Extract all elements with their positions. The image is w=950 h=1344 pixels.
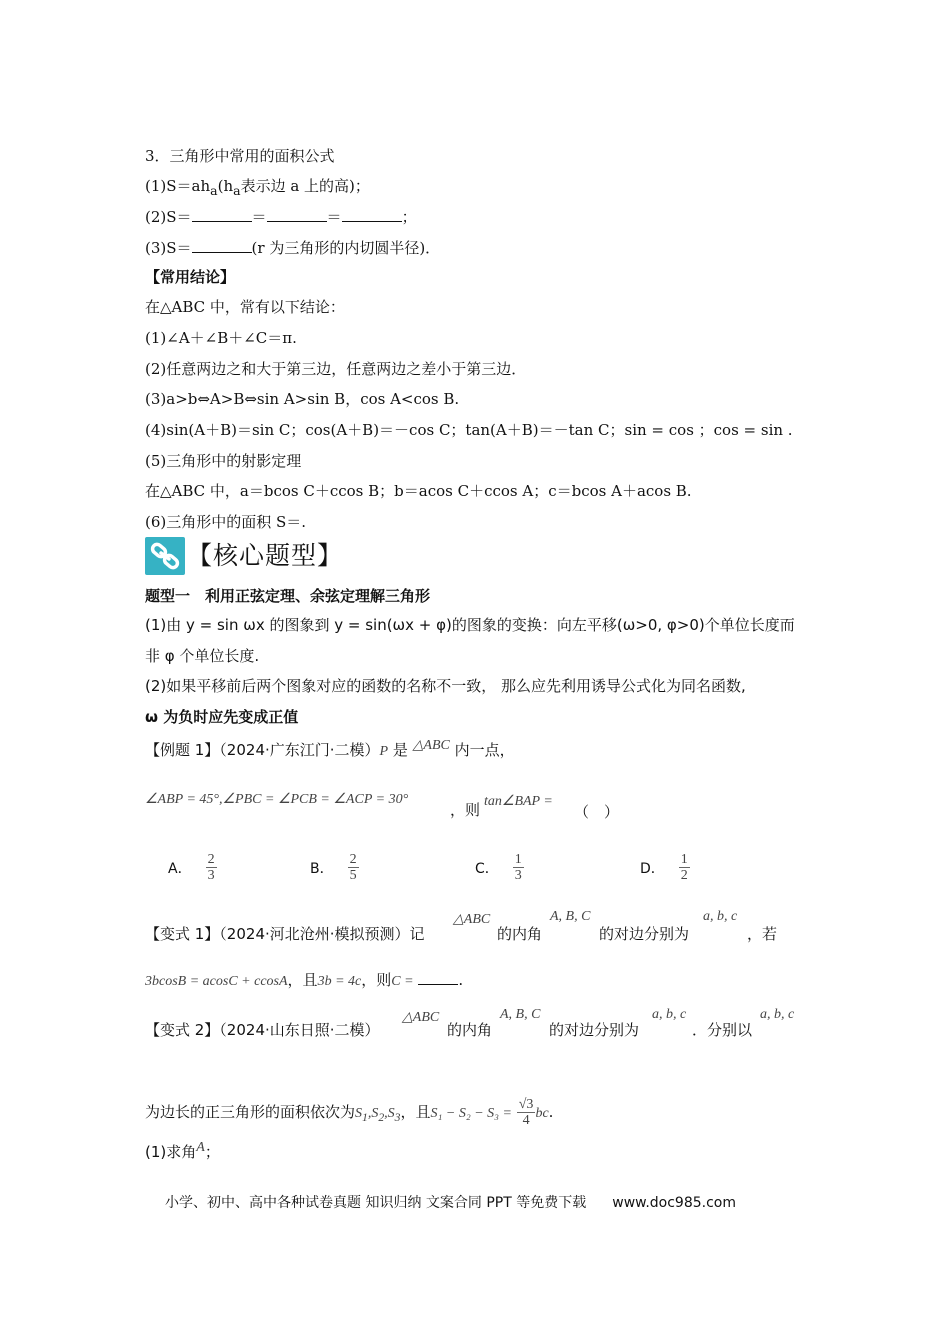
conclusion-4: (4)sin(A＋B)＝sin C；cos(A＋B)＝－cos C；tan(A＋B)＝－tan C；sin = cos ；cos = sin . (145, 421, 793, 439)
conclusion-1: (1)∠A＋∠B＋∠C＝π. (145, 329, 297, 347)
example1-stem: 【例题 1】（2024·广东江门·二模）P 是 △ABC 内一点， (145, 738, 515, 759)
conclusion-6: (6)三角形中的面积 S＝. (145, 513, 307, 531)
section-heading: 3．三角形中常用的面积公式 (145, 147, 335, 165)
variant1-text-c: ，若 (747, 925, 778, 943)
variant1-label: 【变式 1】（2024·河北沧州·模拟预测）记 (145, 925, 425, 943)
formula-2: (2)S＝ ＝ ＝ ； (145, 208, 417, 226)
link-icon (145, 537, 185, 575)
conclusion-3: (3)a>b⇔A>B⇔sin A>sin B，cos A<cos B. (145, 390, 460, 408)
variant1-angles: A, B, C (550, 909, 591, 924)
note-2-cont: ω 为负时应先变成正值 (145, 708, 299, 726)
footer-text: 小学、初中、高中各种试卷真题 知识归纳 文案合同 PPT 等免费下载 (165, 1195, 587, 1211)
note-1: (1)由 y = sin ωx 的图象到 y = sin(ωx + φ)的图象的变换：向左平移(ω>0, φ>0)个单位长度而 (145, 616, 795, 634)
answer-blank[interactable] (418, 970, 458, 985)
formula-1: $(1)S=ah_a(h_a$表示边 a 上的高)； (145, 177, 370, 198)
option-b[interactable]: B． $\frac{2}{5}$ (310, 852, 357, 883)
variant2-label: 【变式 2】（2024·山东日照·二模） (145, 1021, 380, 1039)
blank-field (192, 238, 252, 253)
variant1-triangle: △ABC (453, 912, 491, 927)
footer (165, 1192, 736, 1212)
variant2-question-1: (1)求角A； (145, 1140, 220, 1161)
example1-paren: （ ） (574, 803, 620, 821)
variant1-text-a: 的内角 (497, 925, 543, 943)
blank-field (192, 207, 252, 222)
variant2-sides: a, b, c (652, 1007, 687, 1022)
variant2-sides2: a, b, c (760, 1007, 795, 1022)
blank-field (342, 207, 402, 222)
variant2-angles: A, B, C (500, 1007, 541, 1022)
variant2-text-c: ．分别以 (692, 1021, 753, 1039)
conclusions-heading: 【常用结论】 (145, 268, 236, 286)
example1-then: ，则 (450, 801, 481, 819)
core-title: 【核心题型】 (187, 541, 344, 570)
formula-3: (3)S＝ (r 为三角形的内切圆半径)． (145, 239, 441, 257)
conclusions-intro: 在△ABC 中，常有以下结论： (145, 298, 345, 316)
example1-tan: tan∠BAP = (484, 794, 553, 809)
variant2-text-b: 的对边分别为 (549, 1021, 640, 1039)
option-c[interactable]: C． $\frac{1}{3}$ (475, 852, 522, 883)
note-1-cont: 非 φ 个单位长度. (145, 647, 260, 665)
conclusion-5-detail: 在△ABC 中，a＝bcos C＋ccos B；b＝acos C＋ccos A；c＝bcos A＋acos B. (145, 482, 692, 500)
variant1-sides: a, b, c (703, 909, 738, 924)
variant2-triangle: △ABC (402, 1010, 440, 1025)
conclusion-5: (5)三角形中的射影定理 (145, 452, 302, 470)
option-a[interactable]: A． $\frac{2}{3}$ (168, 852, 215, 883)
variant1-equation: 3bcosB = acosC + ccosA，且3b = 4c，则C = . (145, 971, 464, 989)
variant2-text-a: 的内角 (447, 1021, 493, 1039)
variant1-text-b: 的对边分别为 (599, 925, 690, 943)
variant2-line2: 为边长的正三角形的面积依次为$S_1,S_2,S_3$，且S₁ − S₂ − S₃ = $\frac{√3}{4}$ bc. (145, 1097, 554, 1128)
sqrt3-over-4: $\frac{√3}{4}$ (518, 1097, 534, 1128)
note-2: (2)如果平移前后两个图象对应的函数的名称不一致， 那么应先利用诱导公式化为同名函数, (145, 677, 746, 695)
option-d[interactable]: D． $\frac{1}{2}$ (640, 852, 688, 883)
conclusion-2: (2)任意两边之和大于第三边，任意两边之差小于第三边． (145, 360, 527, 378)
type1-heading: 题型一 利用正弦定理、余弦定理解三角形 (145, 587, 431, 605)
example1-condition: ∠ABP = 45°,∠PBC = ∠PCB = ∠ACP = 30° (145, 792, 409, 807)
blank-field (267, 207, 327, 222)
footer-site-link[interactable]: www.doc985.com (612, 1195, 736, 1211)
